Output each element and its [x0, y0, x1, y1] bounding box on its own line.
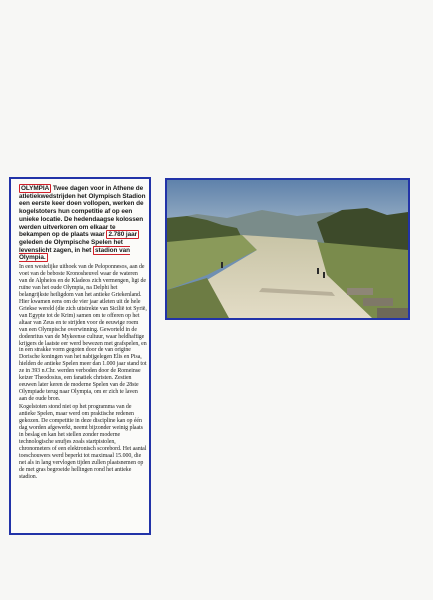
keyword-highlight: OLYMPIA: [21, 185, 50, 192]
lead-text-2: geleden de Olympische Spelen het levenslicht zagen, in het: [19, 238, 123, 254]
stone-block: [363, 298, 393, 306]
paragraph-shotput: Kogelstoten stond niet op het programma van de antieke Spelen, maar werd om praktische redenen gekozen. De competitie in deze discipline kan op één dag worden afgewerkt, neemt bijzonder weinig plaats in beslag en kan het stellen zonder moderne technologische snufjes zoals startpistolen, chronometers of een elektronisch scorebord. Het aantal toeschouwers werd beperkt tot maximaal 15.000, die net als in lang vervlogen tijden zullen plaatsnemen op de met gras begroeide hellingen rond het antieke stadion.: [19, 404, 147, 480]
paragraph-history: In een westelijke uithoek van de Peloponnesos, aan de voet van de beboste Kronosheuvel waar de wateren van de Alpheios en de Kladeos zich vermengen, ligt de ruïne van het oude Olympia, na Delphi het belangrijkste heiligdom van het antieke Griekenland. Hier kwamen eens om de vier jaar atleten uit de hele Griekse wereld (die zich uitstrekte van Sicilië tot Syrië, van Egypte tot de Krim) samen om te offeren op het altaar van Zeus en te strijden voor de eeuwige roem van een Olympische overwinning. Geworteld in de dodenritus van de Mykeense cultuur, waar heldhaftige krijgers de laatste eer werd bewezen met grafspelen, en in een strakke vorm gegoten door de van origine Dorische koningen van het nabijgelegen Elis en Pisa, hielden de antieke Spelen meer dan 1.000 jaar stand tot ze in 393 n.Chr. werden verboden door de Romeinse keizer Theodosius, een fanatiek christen. Zestien eeuwen later keren de moderne Spelen van de 28ste Olympiade terug naar Olympia, om er zich te laven aan de oude bron.: [19, 264, 147, 403]
person-figure: [317, 268, 319, 274]
stone-block: [377, 308, 408, 318]
article-column: [19, 185, 147, 482]
person-figure: [323, 272, 325, 278]
stadium-photo-image: [167, 180, 408, 318]
article-lead: [19, 185, 147, 262]
lead-text-1: Twee dagen voor in Athene de atletiekwedstrijden het Olympisch Stadion een eerste keer doen vollopen, werken de kogelstoters hun competitie af op een unieke locatie. De hedendaagse kolossen werden uitverkoren om elkaar te bekampen op de plaats waar: [19, 185, 146, 239]
years-highlight: 2.780 jaar: [108, 231, 138, 239]
stone-block: [347, 288, 373, 295]
article-clipping: [9, 177, 151, 535]
stadium-highlight: stadion van Olympia.: [19, 246, 130, 262]
stadium-photo: [165, 178, 410, 320]
person-figure: [221, 262, 223, 268]
